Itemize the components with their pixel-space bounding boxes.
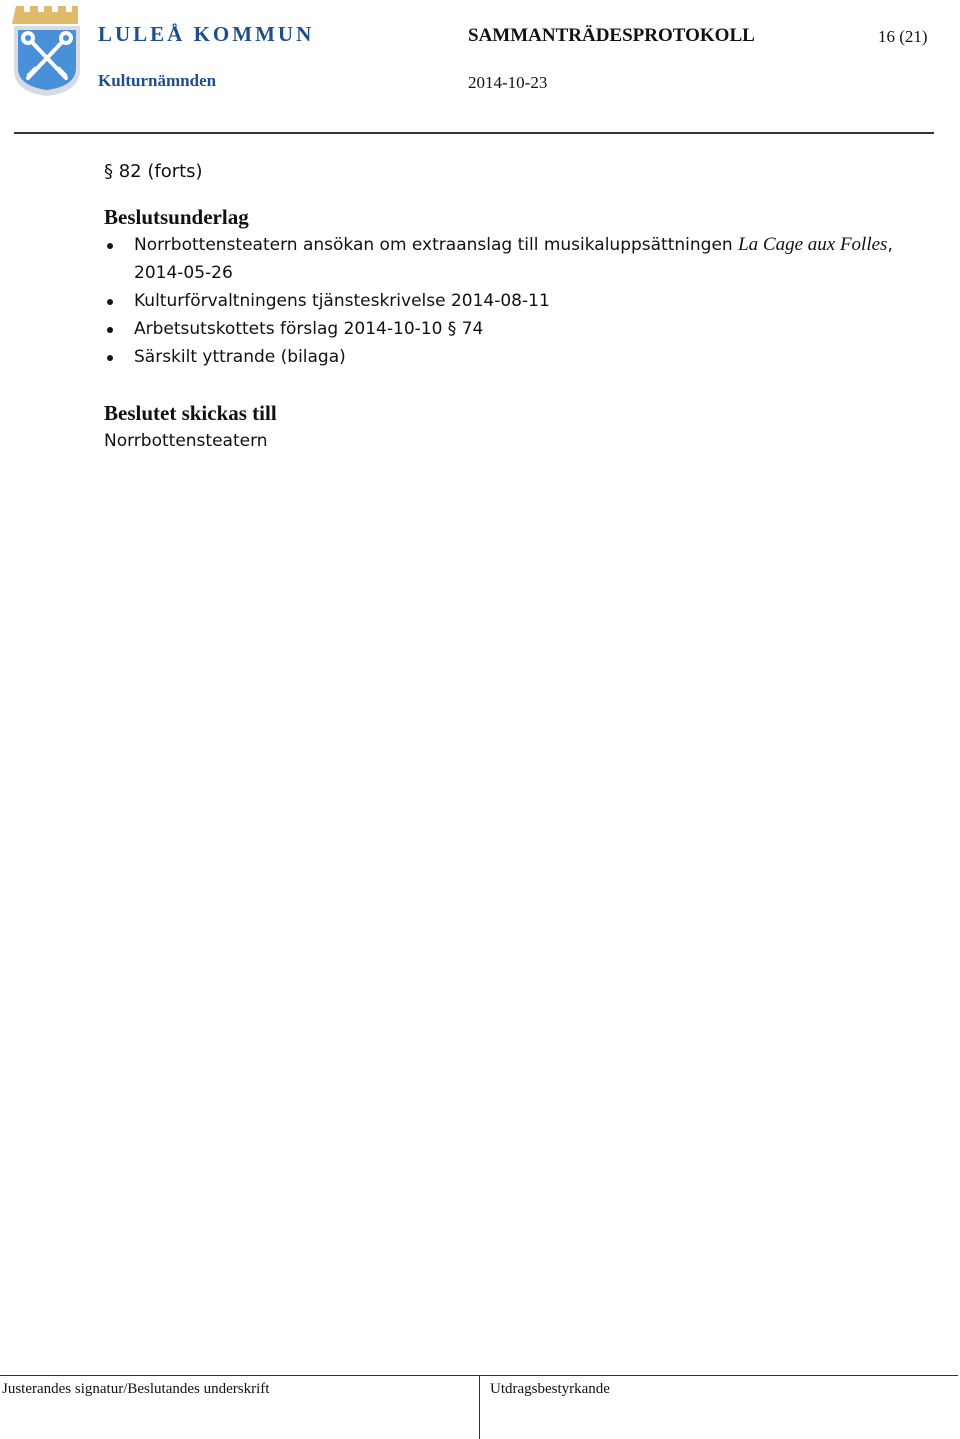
list-item: Kulturförvaltningens tjänsteskrivelse 2014-08-11 — [104, 287, 904, 315]
recipient: Norrbottensteatern — [104, 431, 268, 451]
org-name: LULEÅ KOMMUN — [98, 22, 315, 46]
page-number: 16 (21) — [878, 27, 928, 46]
coat-of-arms-icon — [12, 2, 82, 98]
header-divider — [14, 132, 934, 134]
certification-label: Utdragsbestyrkande — [490, 1381, 610, 1397]
sent-to-heading: Beslutet skickas till — [104, 401, 277, 425]
document-body — [104, 158, 904, 455]
production-title: La Cage aux Folles — [738, 234, 888, 255]
list-item: Särskilt yttrande (bilaga) — [104, 343, 904, 371]
document-date: 2014-10-23 — [468, 73, 548, 92]
signature-label: Justerandes signatur/Beslutandes underskrift — [2, 1381, 270, 1397]
list-item: Norrbottensteatern ansökan om extraanslag till musikaluppsättningen La Cage aux Folles, 2014-05-26 — [104, 231, 904, 287]
footer-column-divider — [479, 1375, 480, 1439]
committee-name: Kulturnämnden — [98, 71, 217, 90]
basis-list — [104, 231, 904, 371]
paragraph-reference: § 82 (forts) — [104, 161, 203, 182]
basis-heading: Beslutsunderlag — [104, 205, 249, 229]
document-type: SAMMANTRÄDESPROTOKOLL — [468, 25, 755, 46]
list-item: Arbetsutskottets förslag 2014-10-10 § 74 — [104, 315, 904, 343]
